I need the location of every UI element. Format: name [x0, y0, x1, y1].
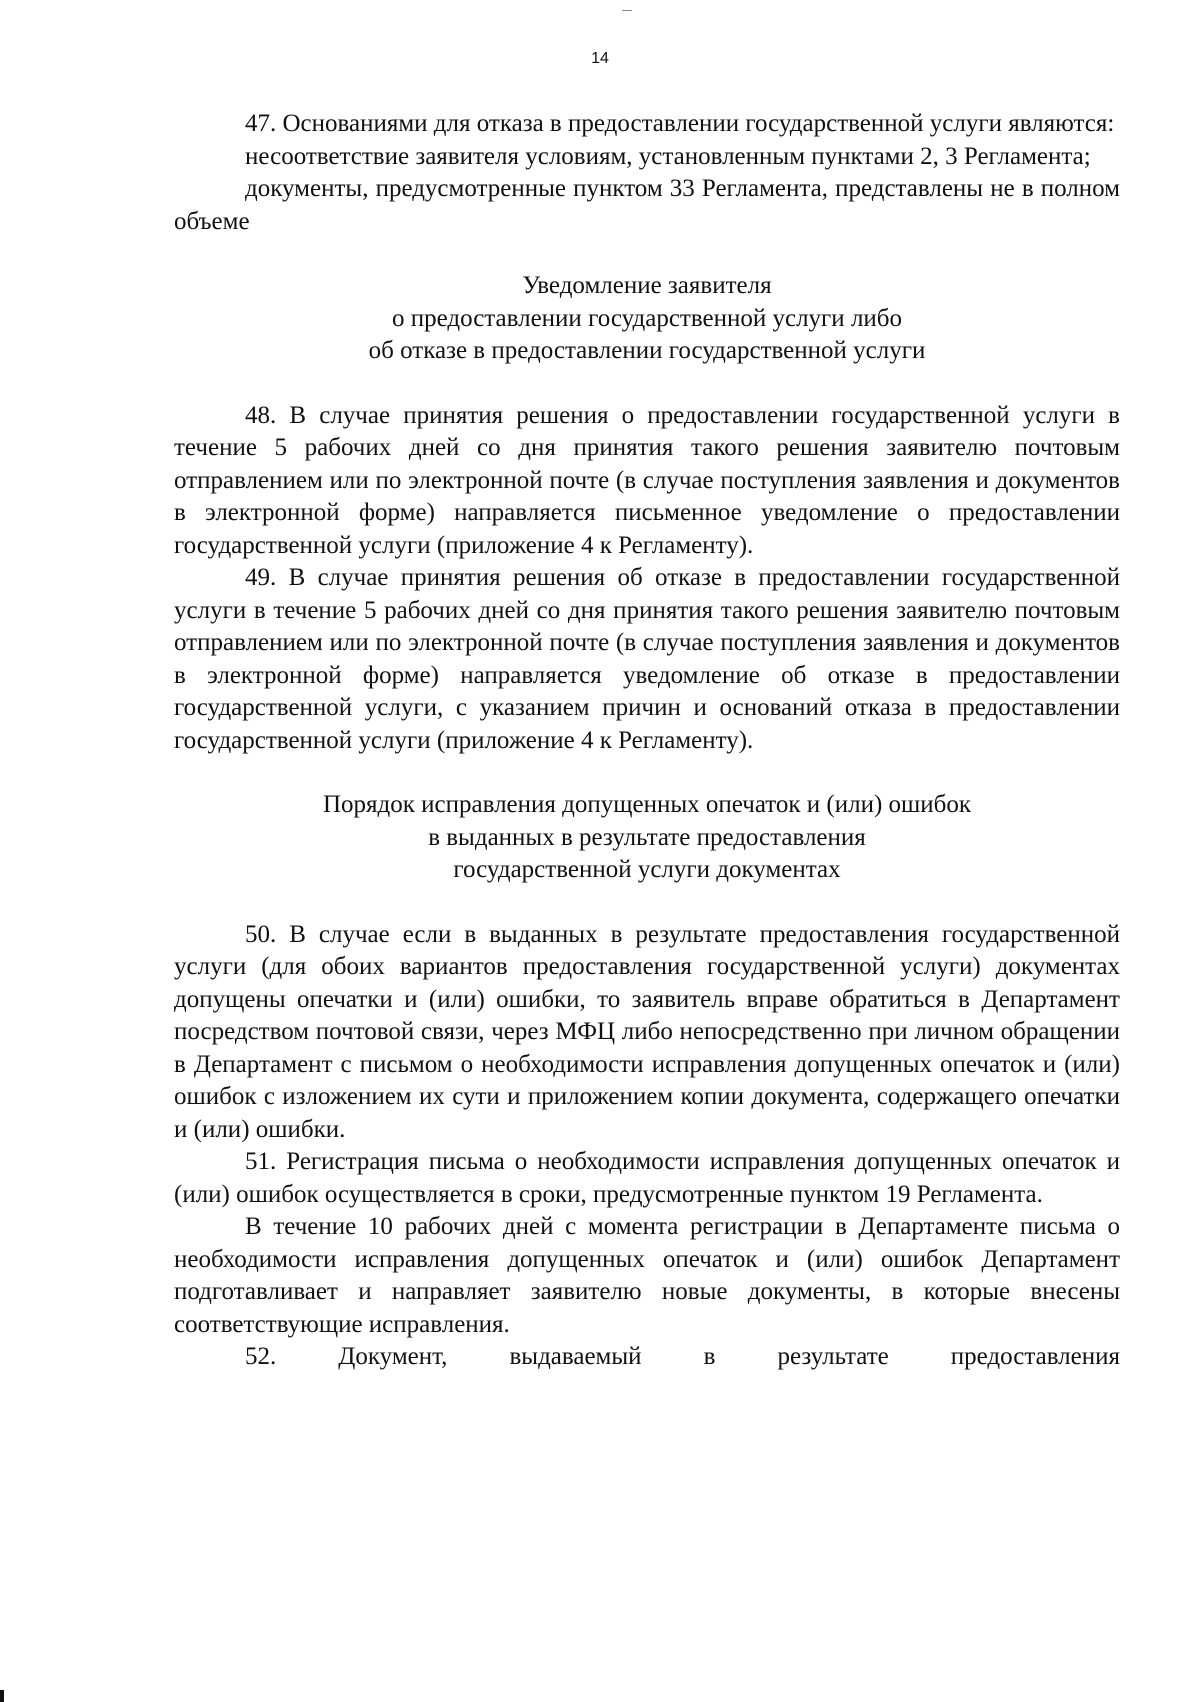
section-heading-corrections: [174, 789, 1120, 887]
document-body: [174, 108, 1120, 1374]
heading-line: государственной услуги документах: [453, 856, 841, 883]
paragraph-47-intro: 47. Основаниями для отказа в предоставлении государственной услуги являются:: [245, 110, 1115, 137]
heading-line: об отказе в предоставлении государственной услуги: [368, 337, 926, 364]
page-number: 14: [591, 50, 609, 67]
section-heading-notification: [174, 270, 1120, 368]
heading-line: о предоставлении государственной услуги либо: [391, 304, 903, 332]
scan-top-mark: [622, 10, 632, 11]
paragraph-47-item-2: документы, предусмотренные пунктом 33 Регламента, представлены не в полном объеме: [174, 175, 1120, 235]
heading-line: Уведомление заявителя: [522, 272, 772, 299]
scan-edge-mark: [0, 1690, 4, 1702]
heading-line: в выданных в результате предоставления: [428, 823, 866, 851]
paragraph-47-item-1: несоответствие заявителя условиям, установленным пунктами 2, 3 Регламента;: [245, 142, 1091, 170]
paragraph-51: 51. Регистрация письма о необходимости исправления допущенных опечаток и (или) ошибок осуществляется в сроки, предусмотренные пунктом 19 Регламента.: [174, 1148, 1120, 1208]
paragraph-52: 52. Документ, выдаваемый в результате предоставления: [245, 1343, 1120, 1370]
paragraph-48: 48. В случае принятия решения о предоставлении государственной услуги в течение 5 рабочих дней со дня принятия такого решения заявителю почтовым отправлением или по электронной почте (в случае поступления заявления и документов в электронной форме) направляется письменное уведомление о предоставлении государственной услуги (приложение 4 к Регламенту).: [174, 401, 1120, 559]
paragraph-51-continuation: В течение 10 рабочих дней с момента регистрации в Департаменте письма о необходимости исправления допущенных опечаток и (или) ошибок Департамент подготавливает и направляет заявителю новые документы, в которые внесены соответствующие исправления.: [174, 1213, 1120, 1338]
paragraph-49: 49. В случае принятия решения об отказе в предоставлении государственной услуги в течение 5 рабочих дней со дня принятия такого решения заявителю почтовым отправлением или по электронной почте (в случае поступления заявления и документов в электронной форме) направляется уведомление об отказе в предоставлении государственной услуги, с указанием причин и оснований отказа в предоставлении государственной услуги (приложение 4 к Регламенту).: [174, 564, 1120, 754]
heading-line: Порядок исправления допущенных опечаток и (или) ошибок: [322, 791, 972, 818]
paragraph-50: 50. В случае если в выданных в результате предоставления государственной услуги (для обоих вариантов предоставления государственной услуги) документах допущены опечатки и (или) ошибки, то заявитель вправе обратиться в Департамент посредством почтовой связи, через МФЦ либо непосредственно при личном обращении в Департамент с письмом о необходимости исправления допущенных опечаток и (или) ошибок с изложением их сути и приложением копии документа, содержащего опечатки и (или) ошибки.: [174, 920, 1120, 1143]
